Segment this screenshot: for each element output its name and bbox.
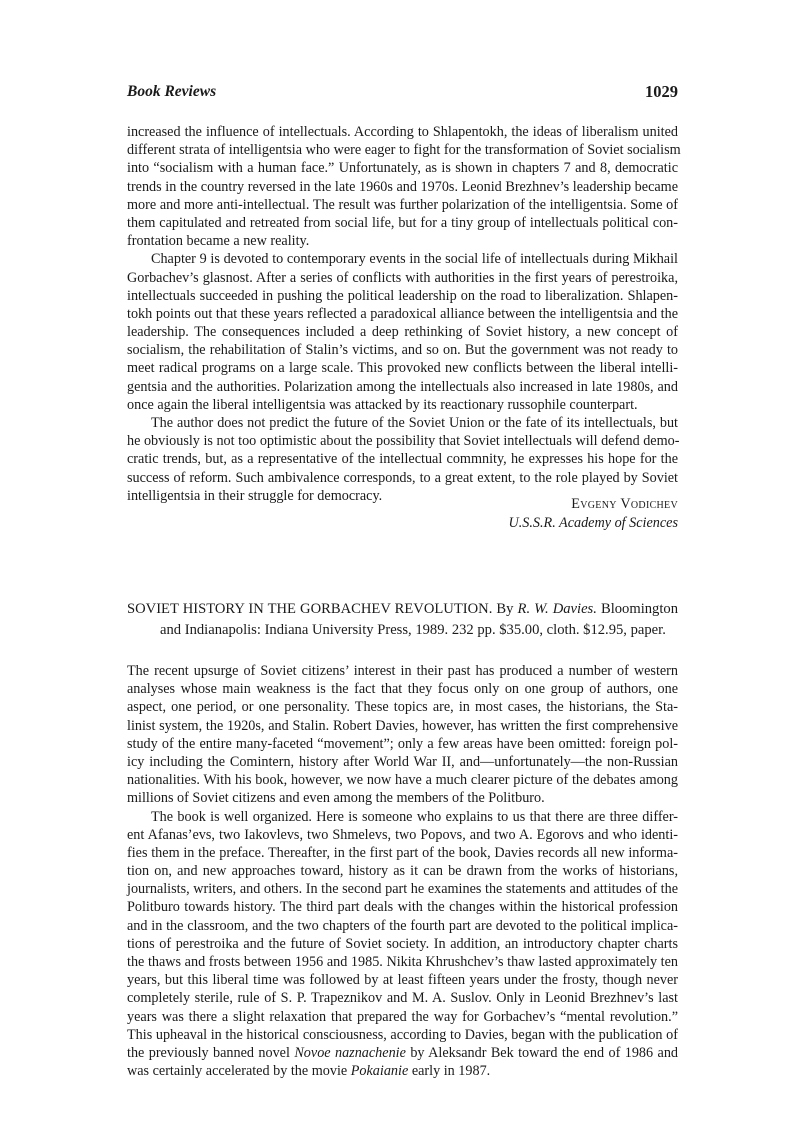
text-line: different strata of intelligentsia who were eager to fight for the transformation of Soviet socialism bbox=[127, 142, 681, 159]
text-line: nationalities. With his book, however, we now have a much clearer picture of the debates among bbox=[127, 772, 678, 789]
text-line: frontation became a new reality. bbox=[127, 233, 310, 250]
text-line: study of the entire many-faceted “movement”; only a few areas have been omitted: foreign pol- bbox=[127, 735, 678, 752]
text-line: The recent upsurge of Soviet citizens’ interest in their past has produced a number of western bbox=[127, 663, 678, 679]
book-author: R. W. Davies. bbox=[517, 601, 597, 617]
text-line: trends in the country reversed in the late 1960s and 1970s. Leonid Brezhnev’s leadership became bbox=[127, 178, 678, 195]
text-line: ent Afanas’evs, two Iakovlevs, two Shmelevs, two Popovs, and two A. Egorovs and who identi- bbox=[127, 826, 678, 843]
italic-title: Novoe naznachenie bbox=[294, 1044, 406, 1061]
text-segment: the previously banned novel bbox=[127, 1044, 295, 1061]
text-line: millions of Soviet citizens and even among the members of the Politburo. bbox=[127, 790, 545, 807]
text-line: into “socialism with a human face.” Unfortunately, as is shown in chapters 7 and 8, democratic bbox=[127, 160, 678, 177]
book-citation bbox=[127, 599, 678, 641]
reviewer-name: Evgeny Vodichev bbox=[571, 496, 678, 512]
text-line: socialism, the rehabilitation of Stalin’s victims, and so on. But the government was not ready to bbox=[127, 342, 678, 359]
text-line: analyses whose main weakness is the fact that they focus only on one group of authors, one bbox=[127, 681, 678, 698]
text-line: gentsia and the authorities. Polarization among the intellectuals also increased in late 1980s, and bbox=[127, 378, 678, 395]
text-line: once again the liberal intelligentsia was attacked by its reactionary russophile counterpart. bbox=[127, 396, 638, 413]
text-line: increased the influence of intellectuals. According to Shlapentokh, the ideas of liberalism united bbox=[127, 124, 678, 140]
text-line: years, but this liberal time was followed by at least fifteen years under the frosty, though never bbox=[127, 972, 678, 989]
text-line: meet radical programs on a large scale. This provoked new conflicts between the liberal intelli- bbox=[127, 360, 678, 377]
italic-title: Pokaianie bbox=[350, 1063, 409, 1080]
text-line: journalists, writers, and others. In the second part he examines the statements and attitudes of the bbox=[127, 881, 678, 898]
reviewer-affiliation: U.S.S.R. Academy of Sciences bbox=[508, 515, 678, 531]
text-line: cratic trends, but, as a representative of the intellectual commnity, he expresses his hope for the bbox=[127, 451, 678, 468]
publication-place: Bloomington bbox=[600, 601, 678, 617]
text-line: The book is well organized. Here is someone who explains to us that there are three differ- bbox=[151, 808, 678, 825]
text-line: icy including the Comintern, history after World War II, and—unfortunately—the non-Russian bbox=[127, 753, 678, 770]
text-line: intellectuals succeeded in pushing the political leadership on the road to liberalization. Shlapen- bbox=[127, 287, 678, 304]
text-line: success of reform. Such ambivalence corresponds, to a great extent, to the role played by Soviet bbox=[127, 469, 678, 486]
text-line: tokh points out that these years reflected a paradoxical alliance between the intelligentsia and the bbox=[127, 305, 678, 322]
text-line: he obviously is not too optimistic about the possibility that Soviet intellectuals will defend demo- bbox=[127, 433, 680, 450]
text-line: and in the classroom, and the two chapters of the fourth part are devoted to the political implica- bbox=[127, 917, 678, 934]
text-line: intelligentsia in their struggle for democracy. bbox=[127, 487, 383, 504]
book-title: SOVIET HISTORY IN THE GORBACHEV REVOLUTION. bbox=[127, 601, 493, 617]
text-line: them capitulated and retreated from social life, but for a tiny group of intellectuals political con- bbox=[127, 214, 678, 231]
text-line: fies them in the preface. Thereafter, in the first part of the book, Davies records all new informa- bbox=[127, 844, 678, 861]
page-number: 1029 bbox=[645, 82, 678, 101]
review-2-body bbox=[127, 662, 678, 1080]
text-line: more and more anti-intellectual. The result was further polarization of the intelligentsia. Some of bbox=[127, 196, 678, 213]
text-line: leadership. The consequences included a deep rethinking of Soviet history, a new concept of bbox=[127, 324, 678, 341]
text-line: linist system, the 1920s, and Stalin. Robert Davies, however, has written the first comprehensive bbox=[127, 717, 678, 734]
text-segment: early in 1987. bbox=[408, 1063, 491, 1080]
citation-line-1 bbox=[127, 599, 678, 620]
text-line: completely sterile, rule of S. P. Trapeznikov and M. A. Suslov. Only in Leonid Brezhnev’s last bbox=[127, 990, 678, 1007]
running-header-section: Book Reviews bbox=[127, 83, 217, 100]
text-line: Gorbachev’s glasnost. After a series of conflicts with authorities in the first years of perestroika, bbox=[127, 269, 678, 286]
text-line: aspect, one period, or one personality. These topics are, in most cases, the historians, the Sta- bbox=[127, 699, 678, 716]
by-label: By bbox=[496, 601, 514, 617]
text-line: tion on, and new approaches toward, history as it can be drawn from the works of historians, bbox=[127, 863, 678, 880]
text-line: tions of perestroika and the future of Soviet society. In addition, an introductory chapter charts bbox=[127, 935, 678, 952]
text-line bbox=[127, 1044, 678, 1062]
text-segment: by Aleksandr Bek toward the end of 1986 and bbox=[405, 1044, 679, 1061]
text-line bbox=[127, 1062, 678, 1080]
publication-details: and Indianapolis: Indiana University Press, 1989. 232 pp. $35.00, cloth. $12.95, paper. bbox=[160, 622, 666, 638]
review-1-body bbox=[127, 123, 681, 505]
text-segment: was certainly accelerated by the movie bbox=[127, 1063, 351, 1080]
text-line: This upheaval in the historical consciousness, according to Davies, began with the publication of bbox=[127, 1026, 678, 1043]
text-line: years was there a slight relaxation that prepared the way for Gorbachev’s “mental revolution.” bbox=[127, 1008, 678, 1025]
text-line: Politburo towards history. The third part deals with the changes within the historical profession bbox=[127, 899, 678, 916]
text-line: Chapter 9 is devoted to contemporary events in the social life of intellectuals during Mikhail bbox=[151, 251, 678, 268]
text-line: the thaws and frosts between 1956 and 1985. Nikita Khrushchev’s thaw lasted approximately ten bbox=[127, 954, 678, 970]
text-line: The author does not predict the future of the Soviet Union or the fate of its intellectuals, but bbox=[151, 415, 678, 431]
